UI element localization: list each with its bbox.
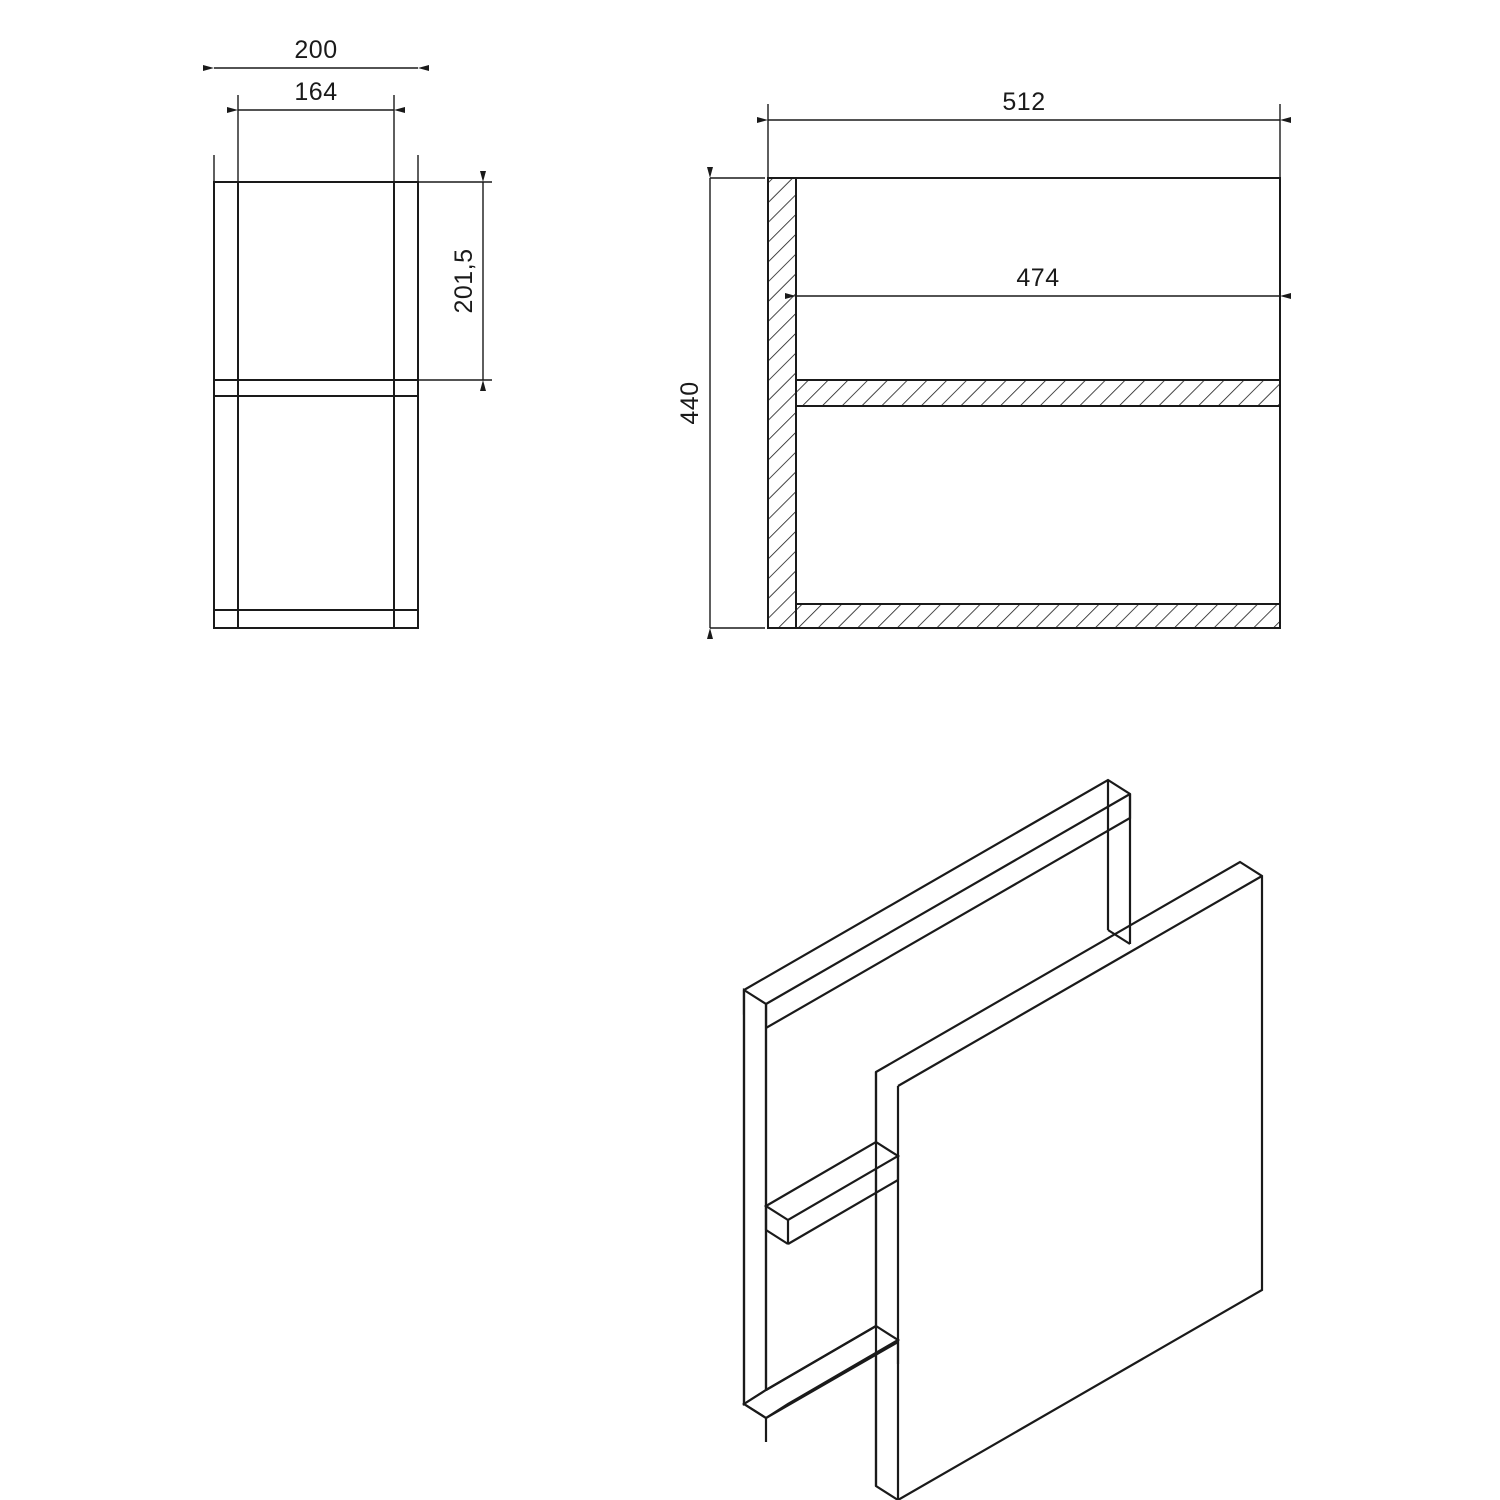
dimension-512-label: 512 xyxy=(1002,88,1046,116)
front-view-bottom-panel xyxy=(796,604,1280,628)
front-view-left-panel xyxy=(768,178,796,628)
dimension-201-5 xyxy=(418,182,492,380)
iso-left-panel xyxy=(744,990,766,1404)
dimension-440-label: 440 xyxy=(676,381,704,425)
front-view xyxy=(676,88,1280,628)
dimension-474 xyxy=(796,264,1280,296)
side-view-extension-lines xyxy=(214,95,418,182)
dimension-164-label: 164 xyxy=(294,78,338,106)
front-view-shelf xyxy=(796,380,1280,406)
dimension-164 xyxy=(238,78,394,110)
dimension-201-5-label: 201,5 xyxy=(450,248,478,314)
dimension-474-label: 474 xyxy=(1016,264,1060,292)
dimension-200 xyxy=(214,36,418,68)
dimension-512 xyxy=(768,88,1280,120)
dimension-200-label: 200 xyxy=(294,36,338,64)
side-view xyxy=(214,36,492,628)
side-view-body xyxy=(214,182,418,628)
isometric-view xyxy=(744,780,1262,1500)
iso-right-panel xyxy=(876,862,1262,1500)
dimension-440 xyxy=(676,178,710,628)
